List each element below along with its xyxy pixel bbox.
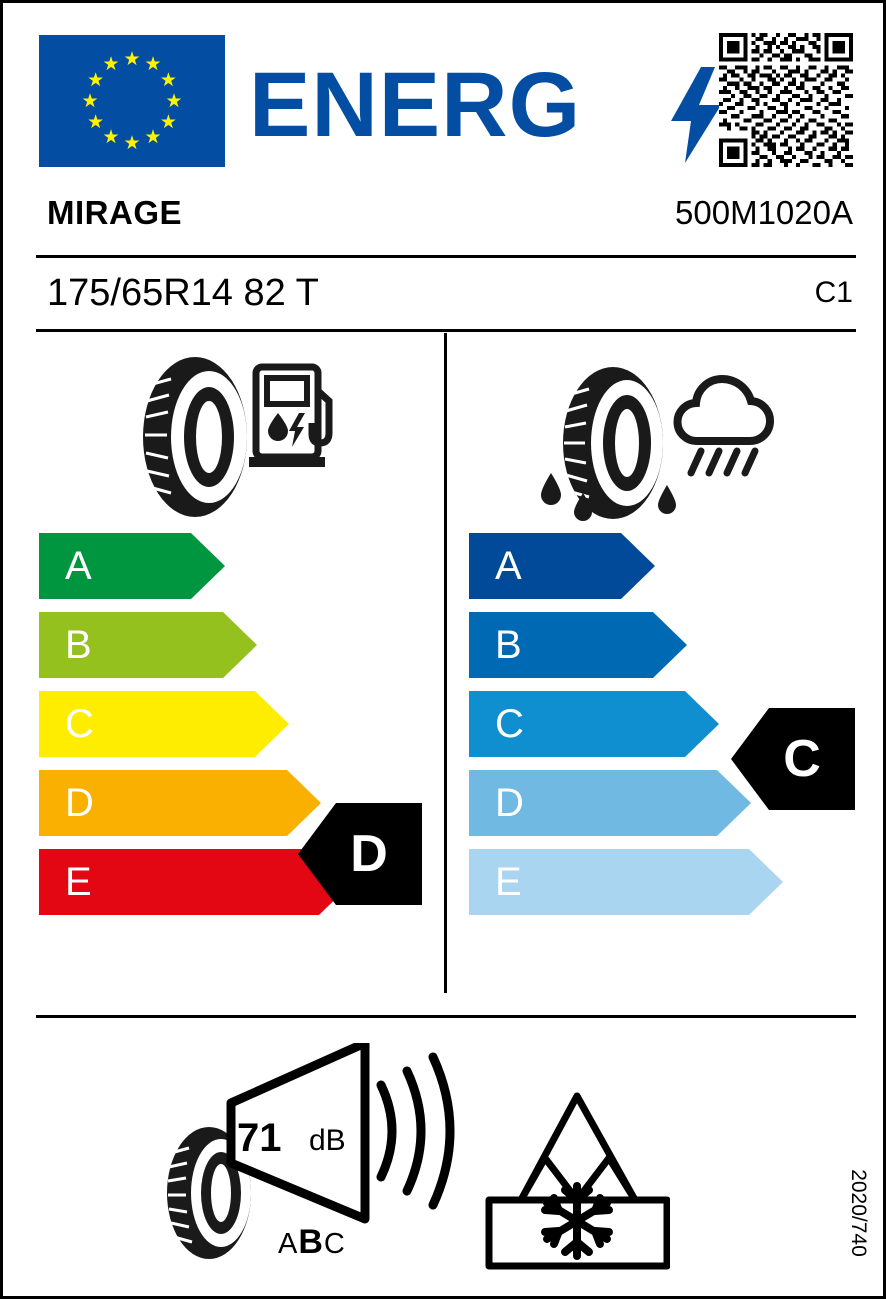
page-title: ENERG: [249, 54, 582, 156]
eu-star: ★: [123, 132, 141, 154]
wet-grade-row: [469, 533, 783, 599]
eu-star: ★: [144, 54, 162, 76]
fuel-grade-row: [39, 612, 353, 678]
tyre-size: 175/65R14 82 T: [47, 272, 319, 314]
fuel-rating-letter: D: [350, 825, 388, 883]
wet-rating-marker: [731, 708, 855, 810]
eu-star: ★: [144, 126, 162, 148]
noise-unit: dB: [309, 1124, 346, 1157]
fuel-grade-letter: A: [65, 544, 92, 588]
eu-star: ★: [159, 69, 177, 91]
wet-grade-letter: C: [495, 702, 524, 746]
brand-row: [39, 193, 853, 249]
fuel-grade-letter: B: [65, 623, 92, 667]
eu-star: ★: [159, 111, 177, 133]
tyre-type-code: 500M1020A: [675, 194, 853, 231]
tyre-class: C1: [814, 276, 853, 309]
fuel-pump-tyre-icon: [123, 355, 333, 520]
wet-grade-letter: E: [495, 860, 522, 904]
divider-vertical: [444, 333, 447, 993]
fuel-grade-row: [39, 533, 353, 599]
fuel-grade-letter: C: [65, 702, 94, 746]
eu-flag-icon: [39, 35, 225, 167]
wet-grade-letter: B: [495, 623, 522, 667]
eu-star: ★: [87, 111, 105, 133]
lightning-bolt-icon: [671, 67, 721, 163]
fuel-grade-row: [39, 691, 353, 757]
eu-star: ★: [87, 69, 105, 91]
eu-star: ★: [102, 126, 120, 148]
noise-value: 71: [237, 1116, 282, 1160]
divider-middle: [36, 329, 856, 332]
eu-star: ★: [165, 90, 183, 112]
wet-grade-letter: D: [495, 781, 524, 825]
qr-code-icon: [719, 33, 853, 167]
label-header: [39, 33, 853, 173]
wet-grade-row: [469, 612, 783, 678]
divider-bottom: [36, 1015, 856, 1018]
divider-top: [36, 255, 856, 258]
fuel-grade-letter: D: [65, 781, 94, 825]
wet-rating-letter: C: [783, 730, 821, 788]
fuel-grade-letter: E: [65, 860, 92, 904]
rain-cloud-tyre-icon: [533, 355, 783, 525]
noise-class-a: A: [278, 1228, 299, 1260]
eu-star: ★: [123, 48, 141, 70]
regulation-code-text: 2020/740: [847, 1169, 870, 1257]
noise-class-scale: [278, 1225, 346, 1261]
wet-grade-letter: A: [495, 544, 522, 588]
regulation-code: [843, 1143, 873, 1283]
wet-grade-row: [469, 849, 783, 915]
size-row: [39, 269, 853, 321]
fuel-rating-marker: [298, 803, 422, 905]
eu-star: ★: [81, 90, 99, 112]
three-peak-mountain-snowflake-icon: [485, 1088, 670, 1273]
eu-star: ★: [102, 54, 120, 76]
noise-class-b: B: [298, 1223, 324, 1261]
noise-class-c: C: [323, 1228, 346, 1260]
brand-name: MIRAGE: [47, 194, 182, 231]
